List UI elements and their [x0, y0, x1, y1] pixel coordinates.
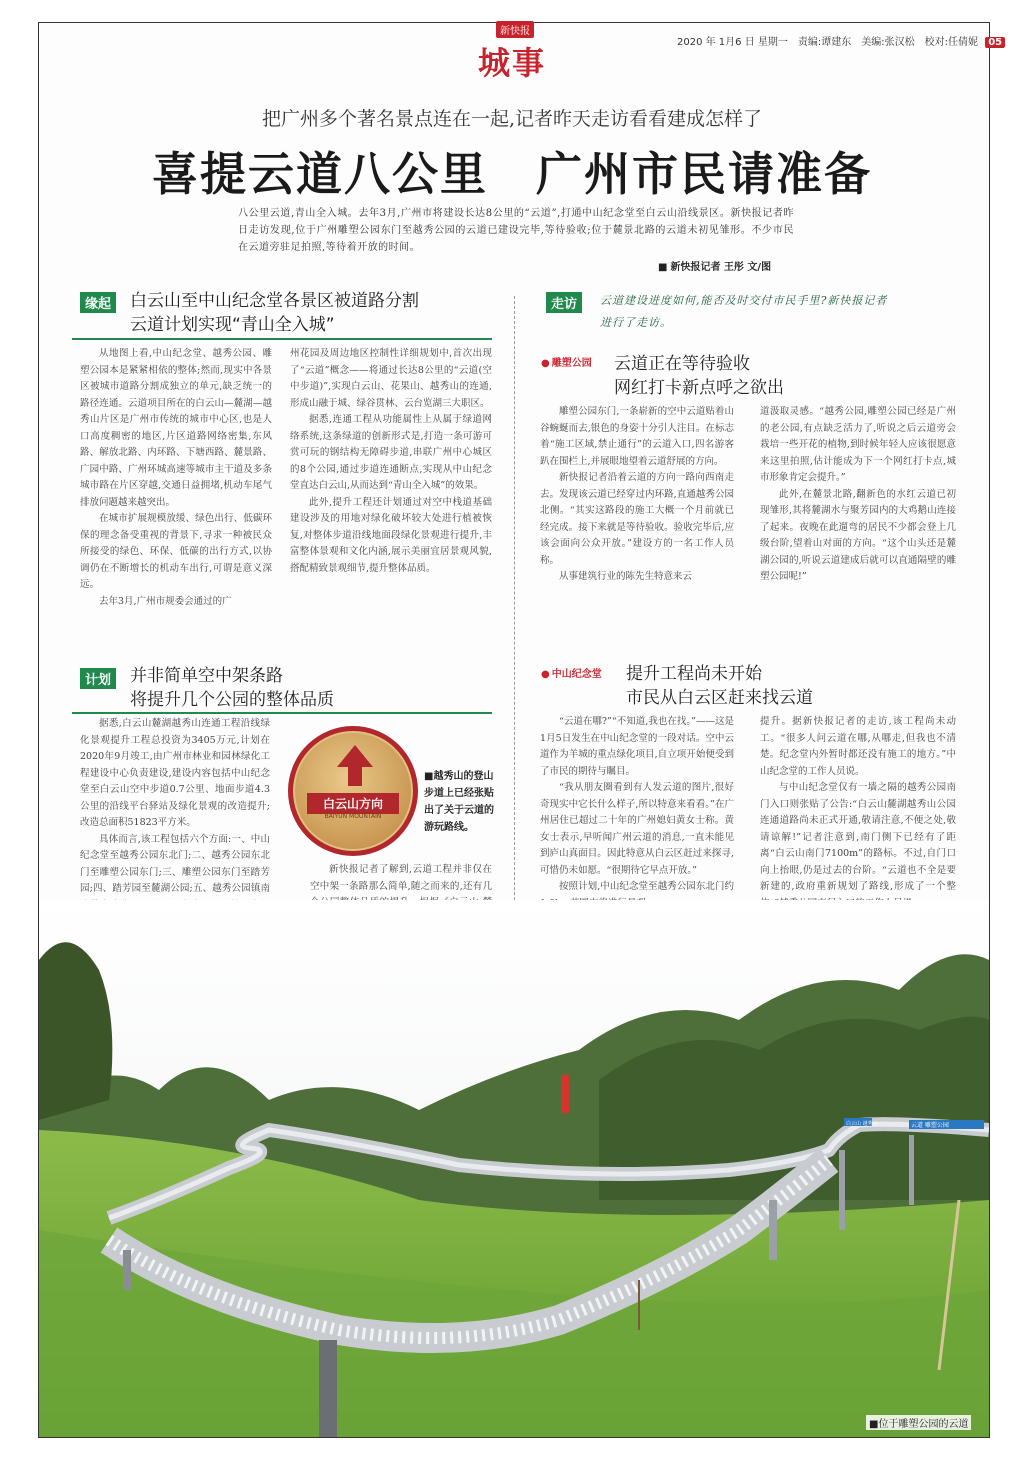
paragraph: 道汲取灵感。“越秀公园,雕塑公园已经是广州的老公园,有点缺乏活力了,听说之后云道旁会栽培一些开花的植物,到时候年轻人应该很愿意来这里拍照,估计能成为下一个网红打卡点,城市形象肯定会提升。”: [760, 406, 956, 483]
paragraph: 据悉,连通工程从功能属性上从属于绿道网络系统,这条绿道的创新形式是,打造一条可游可赏可玩的钢结构无障碍步道,串联广州中心城区的8个公园,通过步道连通断点,实现从中山纪念堂直达白云山,从而达到“青山全入城”的效果。: [290, 414, 492, 491]
sign-subtext: BAIYUN MOUNTAIN: [324, 813, 382, 820]
paragraph: 去年3月,广州市规委会通过的广: [99, 595, 232, 607]
section-tag-origin: 缘起: [80, 292, 116, 313]
paragraph: 此外,在麓景北路,翻新色的水红云道已初现雏形,其将麓湖水与聚芳园内的大鸡鹅山连接了起来。夜晚在此遛弯的居民不少都会登上几级台阶,望着山对面的方向。“这个山头还是麓湖公园的,听说云道建成后就可以直通隔壁的雕塑公园呢!”: [760, 488, 956, 582]
cloudway-sign-photo: [288, 726, 418, 856]
section-rule: [72, 338, 492, 340]
section-tag-visit: 走访: [546, 292, 582, 313]
brand-tag: 新快报: [496, 21, 534, 38]
section-title-line: 网红打卡新点呼之欲出: [614, 378, 784, 398]
cloudway-illustration: [39, 900, 989, 1437]
section-title-line: 市民从白云区赶来找云道: [626, 688, 813, 708]
paragraph: 新快报记者沿着云道的方向一路向西南走去。发现该云道已经穿过内环路,直通越秀公园北侧。“其实这路段的施工大概一个月前就已经完成。接下来就是等待验收。验收完毕后,应该会面向公众开放。”建设方的一名工作人员称。: [540, 472, 734, 566]
paragraph: 提升。据新快报记者的走访,该工程尚未动工。“很多人问云道在哪,从哪走,但我也不清楚。纪念堂内外暂时都还没有施工的地方。”中山纪念堂的工作人员说。: [760, 716, 956, 777]
dateline-text: 2020 年 1月6 日 星期一 责编:谭建东 美编:张汉松 校对:任倩妮: [677, 37, 978, 48]
column-visit-2: [760, 404, 956, 620]
byline: ■ 新快报记者 王彤 文/图: [658, 258, 771, 273]
section-title: 城事: [478, 44, 547, 82]
location-label-sculpture-park: ● 雕塑公园: [541, 354, 592, 369]
walkway-sign-text: 白云山 越秀山: [846, 1121, 878, 1127]
section-title-line: 云道正在等待验收: [614, 354, 750, 374]
section-title-line: 并非简单空中架条路: [130, 666, 283, 686]
headline: 喜提云道八公里 广州市民请准备: [152, 147, 872, 201]
section-tag-plan: 计划: [80, 668, 116, 689]
page-number: 05: [985, 37, 1005, 48]
column-origin-1: [80, 346, 272, 642]
arrow-up-icon: [337, 745, 373, 767]
column-visit-1: [540, 404, 734, 620]
section-title-plan: [130, 664, 334, 712]
paragraph: 在城市扩展规模放缓、绿色出行、低碳环保的理念备受重视的背景下,寻求一种被民众所接受的绿色、环保、低碳的出行方式,以协调仍在不断增长的机动车出行,可谓是意义深远。: [80, 513, 272, 590]
subhead: 把广州多个著名景点连在一起,记者昨天走访看看建成怎样了: [261, 108, 763, 130]
paragraph: 此外,提升工程还计划通过对空中栈道基础建设涉及的用地对绿化破坏较大处进行植被恢复,对整体步道沿线地面段绿化景观进行提升,丰富整体景观和文化内涵,展示美丽宜居景观风貌,搭配精致景观细节,提升整体品质。: [290, 496, 492, 574]
visit-intro: 云道建设进度如何,能否及时交付市民手里?新快报记者进行了走访。: [600, 294, 888, 329]
paragraph: 具体而言,该工程包括六个方面:一、中山纪念堂至越秀公园东北门;二、越秀公园东北门至雕塑公园东门;三、雕塑公园东门至踏芳园;四、踏芳园至麓湖公园;五、越秀公园镇南: [80, 833, 270, 894]
photo-caption-cloudway: ■ 位于雕塑公园的云道: [866, 1415, 971, 1430]
section-rule: [72, 712, 492, 714]
cloudway-photo: [39, 900, 989, 1437]
section-title-line: 云道计划实现“青山全入城”: [130, 315, 335, 335]
paragraph: “我从朋友圈看到有人发云道的图片,很好奇现实中它长什么样子,所以特意来看看。”在广州居住已超过二十年的广州媳妇黄女士称。黄女士表示,早听闻广州云道的消息,一直未能见到庐山真面目。因此特意从白云区赶过来探寻,可惜仍未如愿。“很期待它早点开放。”: [540, 782, 734, 876]
paragraph: 从事建筑行业的陈先生特意来云: [559, 571, 693, 582]
sign-text: 白云山方向: [307, 793, 399, 814]
arrow-stem: [348, 766, 362, 786]
section-title-memorial: [626, 662, 813, 710]
photo-caption-sign: ■ 越秀山的登山步道上已经张贴出了关于云道的游玩路线。: [424, 768, 496, 836]
walkway-sign-text: 云道 雕塑公园: [911, 1122, 949, 1129]
paragraph: 从地图上看,中山纪念堂、越秀公园、雕塑公园本是紧紧相依的整体;然而,现实中各景区被城市道路分割成独立的单元,缺乏统一的路径连通。云道项目所在的白云山—麓湖—越秀山片区是广州市传统的城市中心区,也是人口高度稠密的地区,片区道路网络密集,东风路、解放北路、内环路、下塘西路、麓景路、广园中路、广州环城高速等城市主干道及多条城市路在片区穿越,交通日益拥堵,机动车尾气排放问题越来越突出。: [80, 348, 272, 508]
paragraph: “云道在哪?”“不知道,我也在找。”——这是1月5日发生在中山纪念堂的一段对话。空中云道作为羊城的重点绿化项目,自立项开始便受到了市民的期待与瞩目。: [540, 716, 734, 777]
paragraph: 按照计划,中山纪念堂至越秀公园东北门约: [559, 881, 734, 892]
section-title-line: 将提升几个公园的整体品质: [130, 690, 334, 710]
section-title-line: 白云山至中山纪念堂各景区被道路分割: [130, 291, 419, 311]
column-origin-2: [290, 346, 492, 642]
paragraph: 新快报记者了解到,云道工程并非仅在空中架一条路那么简单,随之而来的,还有几: [310, 864, 492, 892]
lede: 八公里云道,青山全入城。去年3月,广州市将建设长达8公里的“云道”,打通中山纪念堂至白云山沿线景区。新快报记者昨日走访发现,位于广州雕塑公园东门至越秀公园的云道已建设完毕,等待验收;位于麓景北路的云道未初见雏形。不少市民在云道旁驻足拍照,等待着开放的时间。: [238, 208, 794, 253]
section-title-visit: [614, 352, 784, 400]
paragraph: 雕塑公园东门,一条崭新的空中云道贴着山谷蜿蜒而去,银色的身姿十分引人注目。在标志着“施工区域,禁止通行”的云道入口,四名游客趴在围栏上,并展眼地望着云道舒展的方向。: [540, 406, 734, 467]
paragraph: 州花园及周边地区控制性详细规划中,首次出现了“云道”概念——将通过长达8公里的“云道(空中步道)”,实现白云山、花果山、越秀山的连通,形成山融于城、绿谷贯林、云台览湖三大职区。: [290, 348, 492, 409]
section-title-line: 提升工程尚未开始: [626, 664, 762, 684]
paragraph: 与中山纪念堂仅有一墙之隔的越秀公园南门入口则张贴了公告:“白云山麓湖越秀山公园连通道路尚未正式开通,敬请注意,不便之处,敬请谅解!”记者注意到,南门侧下已经有了距离“白云山南门7100m”的路标。不过,自门口向上抬眼,仍是过去的台阶。“云道也不全是要新建的,政府重新规划了路线,形成了一个整: [760, 782, 956, 892]
location-label-memorial-hall: ● 中山纪念堂: [541, 665, 602, 680]
section-title-origin: [130, 289, 419, 337]
dateline: [677, 33, 1005, 48]
paragraph: 据悉,白云山麓湖越秀山连通工程沿线绿化景观提升工程总投资为3405万元,计划在2020年9月竣工,由广州市林业和园林绿化工程建设中心负责建设,建设内容包括中山纪念堂至白云山空中步道0.7公里、地面步道4.3公里的沿线平台驿站及绿化景观的改造提升;改造总面积51823平方米。: [80, 718, 270, 828]
